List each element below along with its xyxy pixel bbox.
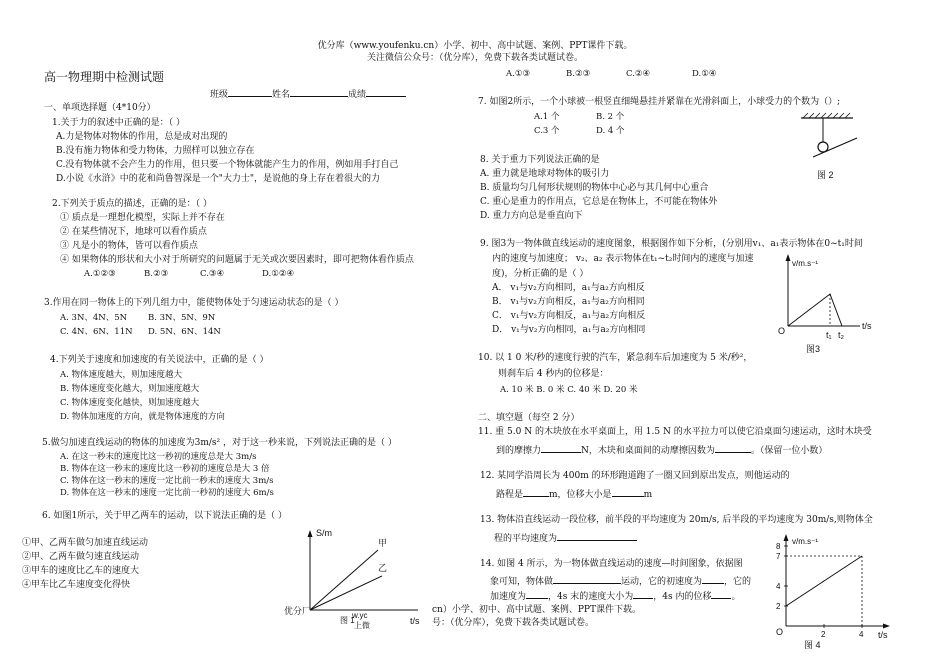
- q2-statement-1: ① 质点是一理想化模型，实际上并不存在: [60, 213, 225, 223]
- q5-option-c[interactable]: C. 物体在这一秒末的速度一定比前一秒末的速度大 3m/s: [60, 476, 274, 486]
- q9-option-a[interactable]: A． v₁与v₂方向相同，a₁与a₂方向相反: [492, 283, 645, 293]
- fig4-x-label: t/s: [878, 630, 888, 640]
- q12-part-b: m，位移大小是: [549, 490, 612, 500]
- q11-line-1: 11. 重 5.0 N 的木块放在水平桌面上，用 1.5 N 的水平拉力可以使它沿桌面匀速运动，这时木块受: [478, 427, 872, 437]
- fig3-x-label: t/s: [862, 321, 872, 331]
- fig3-t1-label: t₁: [826, 330, 832, 340]
- fig4-x-arrow: [883, 624, 890, 629]
- fig4-y-arrow: [784, 534, 789, 541]
- q10-stem-2: 则刹车后 4 秒内的位移是：: [498, 369, 609, 379]
- score-blank[interactable]: [366, 86, 406, 97]
- q1-option-c[interactable]: C.没有物体就不会产生力的作用，但只要一个物体就能产生力的作用，例如用手打自己: [56, 160, 399, 170]
- q8-option-c[interactable]: C. 重心是重力的作用点，它总是在物体上，不可能在物体外: [480, 197, 718, 207]
- fig1-y-label: S/m: [316, 528, 333, 538]
- q2-option-c[interactable]: C.③④: [200, 269, 225, 279]
- q14-part-a: 象可知，物体做: [490, 577, 554, 587]
- q14-part-f: ，4s 内的位移: [653, 592, 712, 602]
- q6-option-b[interactable]: B.②③: [566, 69, 591, 79]
- fig2-ceiling-hatch: [803, 113, 850, 118]
- fig4-xtick-label-0: 2: [821, 630, 826, 639]
- q12-blank-distance[interactable]: [523, 486, 549, 497]
- q14-line-1: 14. 如图 4 所示，为一物体做直线运动的速度—时间图象，依据图: [480, 559, 743, 569]
- name-label: 姓名: [272, 90, 291, 100]
- q1-option-b[interactable]: B.没有施力物体和受力物体，力照样可以独立存在: [56, 146, 255, 156]
- q9-stem-2: 内的速度与加速度； v₂、a₂ 表示物体在t₁~t₂时间内的速度与加速: [492, 254, 754, 264]
- q6-statement-4: ④甲车比乙车速度变化得快: [22, 580, 131, 590]
- q13-blank-average-speed[interactable]: [557, 530, 637, 541]
- q2-option-d[interactable]: D.①②④: [262, 269, 295, 279]
- q2-statement-4: ④ 如果物体的形状和大小对于所研究的问题属于无关或次要因素时，即可把物体看作质点: [60, 255, 414, 265]
- q12-line-2: [496, 486, 652, 502]
- q14-part-b: 运动，它的初速度为: [621, 577, 703, 587]
- fig4-velocity-line: [786, 556, 862, 606]
- footer-fragment: 优分厂: [284, 607, 312, 617]
- q6-option-d[interactable]: D.①④: [692, 69, 717, 79]
- q7-option-c[interactable]: C.3 个: [534, 126, 560, 136]
- q8-option-a[interactable]: A. 重力就是地球对物体的吸引力: [480, 169, 610, 179]
- figure-4-graph: [768, 532, 898, 668]
- q13-line-1: 13. 物体沿直线运动一段位移，前半段的平均速度为 20m/s, 后半段的平均速度为 30m/s,则物体全: [480, 515, 873, 525]
- class-label: 班级: [210, 90, 229, 100]
- fig3-caption: 图3: [806, 344, 821, 354]
- q14-blank-final-speed[interactable]: [633, 588, 653, 599]
- q5-option-b[interactable]: B. 物体在这一秒末的速度比这一秒初的速度总是大 3 倍: [60, 464, 270, 474]
- q4-option-c[interactable]: C. 物体速度变化越快，则加速度越大: [60, 398, 200, 408]
- q11-blank-friction[interactable]: [541, 442, 581, 453]
- fig4-ytick-label-0: 2: [776, 602, 781, 611]
- q1-option-a[interactable]: A.力是物体对物体的作用，总是成对出现的: [56, 132, 228, 142]
- fig1-line-yi: [310, 576, 382, 610]
- q2-stem: 2.下列关于质点的描述，正确的是：（ ）: [52, 199, 212, 209]
- q4-option-b[interactable]: B. 物体速度变化越大，则加速度越大: [60, 384, 200, 394]
- footer-line-2: 号：（优分库），免费下载各类试题试卷。: [432, 618, 595, 628]
- q3-option-d[interactable]: D. 5N、6N、14N: [148, 327, 221, 337]
- q1-stem: 1.关于力的叙述中正确的是：（ ）: [52, 118, 185, 128]
- q1-option-d[interactable]: D.小说《水浒》中的花和尚鲁智深是一个"大力士"，是说他的身上存在着很大的力: [56, 174, 381, 184]
- q12-blank-displacement[interactable]: [612, 486, 644, 497]
- figure-2-ball-on-incline: [795, 112, 865, 182]
- q14-part-g: 。: [731, 592, 741, 602]
- fig1-x-label: t/s: [410, 616, 420, 626]
- fig3-velocity-line: [788, 294, 842, 326]
- header-line-2: 关注微信公众号：（优分库），免费下载各类试题试卷。: [366, 53, 583, 63]
- figure-3-graph: [772, 252, 882, 356]
- fig1-caption: 图 1: [340, 616, 355, 625]
- q3-option-c[interactable]: C. 4N、6N、11N: [60, 327, 133, 337]
- q9-option-d[interactable]: D． v₁与v₂方向相同，a₁与a₂方向相同: [492, 325, 646, 335]
- q11-blank-mu[interactable]: [715, 442, 751, 453]
- q8-option-d[interactable]: D. 重力方向总是垂直向下: [480, 211, 583, 221]
- q6-statement-3: ③甲车的速度比乙车的速度大: [22, 566, 140, 576]
- fig2-ball: [818, 142, 828, 152]
- section-1-heading: 一、单项选择题（4*10分）: [44, 103, 156, 113]
- fig4-caption: 图 4: [804, 640, 821, 650]
- q13-part-a: 程的平均速度为: [494, 534, 558, 544]
- score-label: 成绩: [348, 90, 367, 100]
- fig3-t2-label: t₂: [838, 330, 844, 340]
- q14-blank-acceleration[interactable]: [526, 588, 548, 599]
- q2-statement-3: ③ 凡是小的物体，皆可以看作质点: [60, 241, 198, 251]
- q9-stem-3: 度)，分析正确的是（ ）: [492, 269, 589, 279]
- q3-option-b[interactable]: B. 3N、5N、9N: [148, 313, 216, 323]
- class-blank[interactable]: [228, 86, 272, 97]
- q5-option-d[interactable]: D. 物体在这一秒末的速度一定比前一秒初的速度大 6m/s: [60, 488, 274, 498]
- q12-part-a: 路程是: [496, 490, 524, 500]
- q6-statement-1: ①甲、乙两车做匀加速直线运动: [22, 538, 149, 548]
- q7-stem: 7. 如图2所示，一个小球被一根竖直细绳悬挂并紧靠在光滑斜面上，小球受力的个数为（）;: [478, 97, 841, 107]
- q11-part-c: 。（保留一位小数）: [750, 446, 828, 456]
- q7-option-b[interactable]: B. 2 个: [596, 112, 625, 122]
- name-blank[interactable]: [290, 86, 348, 97]
- q9-option-c[interactable]: C． v₁与v₂方向相反，a₁与a₂方向相反: [492, 311, 646, 321]
- fig3-y-label: v/m.s⁻¹: [792, 259, 818, 268]
- q2-option-b[interactable]: B.②③: [144, 269, 169, 279]
- fig4-ytick-label-3: 8: [776, 542, 781, 551]
- fig4-ytick-label-2: 7: [776, 552, 781, 561]
- q9-stem-1: 9. 图3为一物体做直线运动的速度图象，根据图作如下分析，(分别用v₁、a₁表示物体在0~t₁时间: [480, 239, 863, 249]
- q14-part-d: 加速度为: [490, 592, 527, 602]
- q5-stem: 5.做匀加速直线运动的物体的加速度为3m/s² ，对于这一秒来说，下列说法正确的是（ ）: [42, 438, 397, 448]
- fig1-line-jia-label: 甲: [378, 538, 388, 548]
- q14-line-2: [490, 573, 751, 589]
- q2-option-a[interactable]: A.①②③: [84, 269, 116, 279]
- q4-option-a[interactable]: A. 物体速度越大，则加速度越大: [60, 370, 183, 380]
- q4-option-d[interactable]: D. 物体加速度的方向，就是物体速度的方向: [60, 412, 225, 422]
- fig4-ytick-label-1: 4: [776, 582, 781, 591]
- fig4-xtick-label-1: 4: [859, 630, 864, 639]
- q6-option-a[interactable]: A.①③: [506, 69, 531, 79]
- exam-title: 高一物理期中检测试题: [44, 70, 165, 84]
- q14-part-e: ，4s 末的速度大小为: [548, 592, 634, 602]
- fig1-y-arrow: [308, 530, 313, 537]
- header-line-1: 优分库（www.youfenku.cn）小学、初中、高中试题、案例、PPT课件下载。: [317, 41, 633, 51]
- q14-part-c: ，它的: [724, 577, 752, 587]
- q10-stem-1: 10. 以 1 0 米/秒的速度行驶的汽车，紧急刹车后加速度为 5 米/秒²，: [478, 353, 753, 363]
- student-info-row: [210, 86, 406, 102]
- footer-line-1: cn）小学、初中、高中试题、案例、PPT课件下载。: [432, 605, 641, 615]
- section-2-heading: 二、填空题（每空 2 分）: [478, 413, 580, 423]
- fig1-mark-2: 上微: [354, 621, 370, 630]
- q11-part-a: 到的摩擦力: [496, 446, 542, 456]
- q6-stem: 6. 如图1所示，关于甲乙两车的运动，以下说法正确的是（ ）: [42, 511, 288, 521]
- q14-blank-displacement[interactable]: [711, 588, 731, 599]
- q2-statement-2: ② 在某些情况下，地球可以看作质点: [60, 227, 207, 237]
- q14-blank-initial-velocity[interactable]: [702, 573, 724, 584]
- q11-line-2: [496, 442, 827, 458]
- q14-line-3: [490, 588, 740, 604]
- q13-line-2: [494, 530, 637, 546]
- q9-option-b[interactable]: B． v₁与v₂方向相反，a₁与a₂方向相同: [492, 297, 645, 307]
- q11-part-b: N，木块和桌面间的动摩擦因数为: [581, 446, 715, 456]
- fig1-line-yi-label: 乙: [378, 563, 388, 573]
- q4-stem: 4.下列关于速度和加速度的有关说法中，正确的是（ ）: [50, 355, 269, 365]
- fig3-origin: O: [778, 326, 786, 336]
- q14-blank-motion-type[interactable]: [553, 573, 621, 584]
- q7-option-a[interactable]: A.1 个: [534, 112, 560, 122]
- fig3-y-arrow: [786, 254, 791, 261]
- q6-option-c[interactable]: C.②④: [626, 69, 651, 79]
- fig4-y-label: v/m.s⁻¹: [792, 537, 818, 546]
- fig4-origin: O: [776, 627, 784, 637]
- q3-option-a[interactable]: A. 3N、4N、5N: [60, 313, 128, 323]
- q7-option-d[interactable]: D. 4 个: [596, 126, 625, 136]
- q8-stem: 8. 关于重力下列说法正确的是: [480, 155, 600, 165]
- fig1-line-jia: [310, 550, 378, 610]
- q3-stem: 3.作用在同一物体上的下列几组力中，能使物体处于匀速运动状态的是（ ）: [44, 298, 344, 308]
- q5-option-a[interactable]: A. 在这一秒末的速度比这一秒初的速度总是大 3m/s: [60, 452, 257, 462]
- q6-statement-2: ②甲、乙两车做匀速直线运动: [22, 552, 140, 562]
- fig2-caption: 图 2: [817, 170, 834, 180]
- q8-option-b[interactable]: B. 质量均匀几何形状规则的物体中心必与其几何中心重合: [480, 183, 709, 193]
- q10-options[interactable]: A. 10 米 B. 0 米 C. 40 米 D. 20 米: [500, 385, 638, 395]
- fig1-mark-1: w.yc: [352, 611, 368, 620]
- q12-part-c: m: [643, 490, 653, 500]
- q12-line-1: 12. 某同学沿周长为 400m 的环形跑道跑了一圈又回到原出发点，则他运动的: [480, 471, 790, 481]
